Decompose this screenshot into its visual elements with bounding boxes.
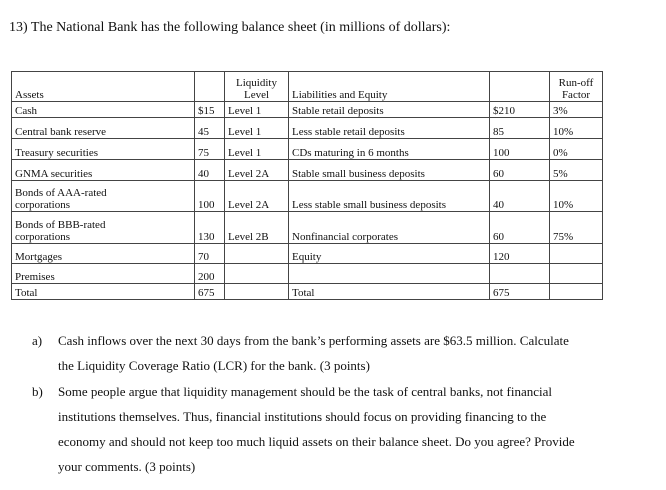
- liquidity-level: [225, 244, 289, 264]
- liquidity-level: Level 2A: [225, 181, 289, 212]
- runoff-factor: 3%: [550, 102, 603, 118]
- asset-amount: 45: [195, 118, 225, 139]
- asset-name: [12, 212, 195, 244]
- asset-name: GNMA securities: [12, 160, 195, 181]
- liquidity-level: Level 1: [225, 118, 289, 139]
- runoff-factor: [550, 264, 603, 284]
- liability-name: Stable small business deposits: [289, 160, 490, 181]
- asset-name: Treasury securities: [12, 139, 195, 160]
- runoff-factor: 75%: [550, 212, 603, 244]
- asset-name: [12, 181, 195, 212]
- liability-name: Less stable retail deposits: [289, 118, 490, 139]
- header-liab-amount: [490, 72, 550, 102]
- question-b-text: [58, 379, 664, 479]
- table-total-row: [12, 284, 603, 300]
- asset-amount: 200: [195, 264, 225, 284]
- asset-name-line2: corporations: [15, 199, 70, 211]
- asset-amount: 40: [195, 160, 225, 181]
- runoff-factor: 0%: [550, 139, 603, 160]
- asset-name-line1: Bonds of AAA-rated: [15, 187, 107, 199]
- asset-total-label: Total: [12, 284, 195, 300]
- liquidity-level: Level 1: [225, 139, 289, 160]
- question-b-label: b): [32, 384, 43, 399]
- table-row: [12, 244, 603, 264]
- header-runoff-line1: Run-off: [558, 77, 594, 89]
- liquidity-level: [225, 264, 289, 284]
- liability-name: Less stable small business deposits: [289, 181, 490, 212]
- table-header-row: [12, 72, 603, 102]
- runoff-factor: [550, 284, 603, 300]
- liquidity-level: Level 1: [225, 102, 289, 118]
- question-a-line: Cash inflows over the next 30 days from the bank’s performing assets are $63.5 million. Calculate: [58, 333, 569, 348]
- liability-amount: 120: [490, 244, 550, 264]
- liability-amount: [490, 264, 550, 284]
- runoff-factor: 5%: [550, 160, 603, 181]
- liability-name: Nonfinancial corporates: [289, 212, 490, 244]
- question-b-line: your comments. (3 points): [58, 459, 196, 474]
- header-liquidity-level: [225, 72, 289, 102]
- header-liquidity-level-line2: Level: [243, 89, 270, 101]
- header-assets: Assets: [12, 72, 195, 102]
- asset-amount: $15: [195, 102, 225, 118]
- question-heading: 13) The National Bank has the following balance sheet (in millions of dollars):: [9, 20, 451, 35]
- header-runoff-factor: [550, 72, 603, 102]
- asset-amount: 70: [195, 244, 225, 264]
- liability-name: [289, 264, 490, 284]
- table-row: [12, 212, 603, 244]
- asset-name: Mortgages: [12, 244, 195, 264]
- table-row: [12, 118, 603, 139]
- liability-name: Stable retail deposits: [289, 102, 490, 118]
- asset-name: Central bank reserve: [12, 118, 195, 139]
- asset-name-line1: Bonds of BBB-rated: [15, 219, 106, 231]
- question-b-line: Some people argue that liquidity management should be the task of central banks, not financial: [58, 384, 552, 399]
- asset-name: Premises: [12, 264, 195, 284]
- header-amount: [195, 72, 225, 102]
- liability-name: CDs maturing in 6 months: [289, 139, 490, 160]
- question-a-line: the Liquidity Coverage Ratio (LCR) for the bank. (3 points): [58, 358, 370, 373]
- liability-amount: 60: [490, 212, 550, 244]
- table-row: [12, 139, 603, 160]
- liability-amount: $210: [490, 102, 550, 118]
- liquidity-level: [225, 284, 289, 300]
- asset-total-amount: 675: [195, 284, 225, 300]
- table-row: [12, 160, 603, 181]
- liability-amount: 100: [490, 139, 550, 160]
- header-liquidity-level-line1: Liquidity: [236, 77, 277, 89]
- liability-name: Equity: [289, 244, 490, 264]
- asset-name: Cash: [12, 102, 195, 118]
- header-liabilities: Liabilities and Equity: [289, 72, 490, 102]
- question-b-line: economy and should not keep too much liquid assets on their balance sheet. Do you agree? Provide: [58, 434, 575, 449]
- asset-name-line2: corporations: [15, 231, 70, 243]
- header-runoff-line2: Factor: [561, 89, 591, 101]
- runoff-factor: [550, 244, 603, 264]
- table-row: [12, 181, 603, 212]
- liquidity-level: Level 2A: [225, 160, 289, 181]
- asset-amount: 75: [195, 139, 225, 160]
- table-row: [12, 102, 603, 118]
- question-a-text: [58, 328, 664, 378]
- liability-amount: 85: [490, 118, 550, 139]
- liability-amount: 40: [490, 181, 550, 212]
- question-b-line: institutions themselves. Thus, financial institutions should focus on providing financing to the: [58, 409, 547, 424]
- asset-amount: 130: [195, 212, 225, 244]
- balance-sheet-table: [11, 71, 603, 300]
- question-a-label: a): [32, 333, 43, 348]
- liability-amount: 60: [490, 160, 550, 181]
- liability-total-amount: 675: [490, 284, 550, 300]
- liquidity-level: Level 2B: [225, 212, 289, 244]
- runoff-factor: 10%: [550, 118, 603, 139]
- runoff-factor: 10%: [550, 181, 603, 212]
- table-row: [12, 264, 603, 284]
- asset-amount: 100: [195, 181, 225, 212]
- liability-total-label: Total: [289, 284, 490, 300]
